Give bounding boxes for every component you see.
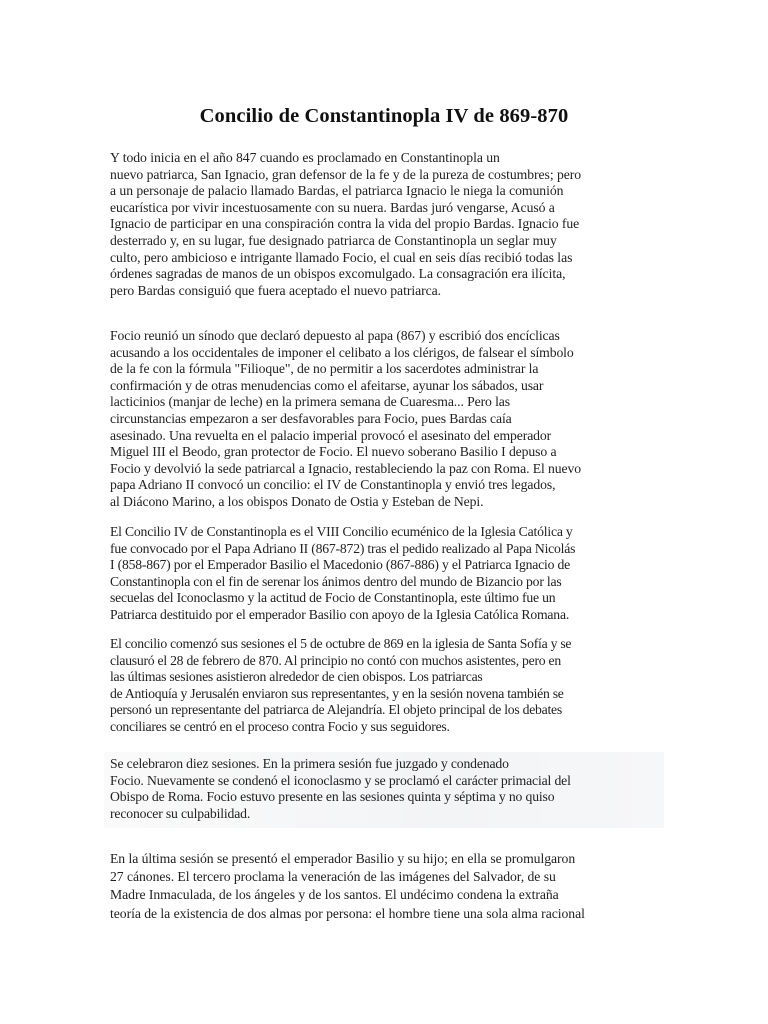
paragraph-line: El concilio comenzó sus sesiones el 5 de octubre de 869 en la iglesia de Santa Sofía y se bbox=[110, 636, 572, 651]
paragraph-line: lacticinios (manjar de leche) en la primera semana de Cuaresma... Pero las bbox=[110, 394, 511, 410]
paragraph-line: pero Bardas consiguió que fuera aceptado el nuevo patriarca. bbox=[110, 282, 442, 298]
paragraph-line: Se celebraron diez sesiones. En la primera sesión fue juzgado y condenado bbox=[110, 756, 509, 771]
paragraph-line: de Antioquía y Jerusalén enviaron sus representantes, y en la sesión novena también se bbox=[110, 685, 564, 701]
paragraph-1 bbox=[110, 150, 581, 299]
document-title: Concilio de Constantinopla IV de 869-870 bbox=[199, 104, 569, 127]
paragraph-line: Obispo de Roma. Focio estuvo presente en las sesiones quinta y séptima y no quiso bbox=[110, 789, 555, 805]
paragraph-line: Focio y devolvió la sede patriarcal a Ignacio, restableciendo la paz con Roma. El nuevo bbox=[110, 460, 581, 476]
paragraph-line: conciliares se centró en el proceso contra Focio y sus seguidores. bbox=[110, 718, 450, 734]
paragraph-5 bbox=[110, 756, 571, 822]
paragraph-line: Focio reunió un sínodo que declaró depuesto al papa (867) y escribió dos encíclicas bbox=[110, 328, 560, 343]
paragraph-line: asesinado. Una revuelta en el palacio imperial provocó el asesinato del emperador bbox=[110, 427, 552, 443]
paragraph-line: Patriarca destituido por el emperador Basilio con apoyo de la Iglesia Católica Romana. bbox=[110, 606, 570, 622]
paragraph-line: Y todo inicia en el año 847 cuando es proclamado en Constantinopla un bbox=[110, 150, 500, 165]
paragraph-line: nuevo patriarca, San Ignacio, gran defensor de la fe y de la pureza de costumbres; pero bbox=[110, 166, 582, 182]
paragraph-line: desterrado y, en su lugar, fue designado patriarca de Constantinopla un seglar muy bbox=[110, 232, 557, 248]
paragraph-line: teoría de la existencia de dos almas por persona: el hombre tiene una sola alma racional bbox=[110, 905, 585, 921]
paragraph-line: eucarística por vivir incestuosamente con su nuera. Bardas juró vengarse, Acusó a bbox=[110, 199, 555, 215]
paragraph-line: las últimas sesiones asistieron alrededor de cien obispos. Los patriarcas bbox=[110, 669, 483, 685]
paragraph-line: I (858-867) por el Emperador Basilio el Macedonio (867-886) y el Patriarca Ignacio de bbox=[110, 557, 570, 573]
paragraph-2 bbox=[110, 328, 581, 511]
paragraph-line: Miguel III el Beodo, gran protector de Focio. El nuevo soberano Basilio I depuso a bbox=[110, 444, 557, 460]
paragraph-line: acusando a los occidentales de imponer el celibato a los clérigos, de falsear el símbolo bbox=[110, 344, 574, 360]
paragraph-line: a un personaje de palacio llamado Bardas, el patriarca Ignacio le niega la comunión bbox=[110, 183, 564, 199]
paragraph-line: circunstancias empezaron a ser desfavorables para Focio, pues Bardas caía bbox=[110, 410, 512, 426]
paragraph-line: Constantinopla con el fin de serenar los ánimos dentro del mundo de Bizancio por las bbox=[110, 573, 562, 589]
paragraph-line: Ignacio de participar en una conspiración contra la vida del propio Bardas. Ignacio fue bbox=[110, 216, 580, 232]
paragraph-line: Focio. Nuevamente se condenó el iconoclasmo y se proclamó el carácter primacial del bbox=[110, 772, 571, 788]
paragraph-line: Madre Inmaculada, de los ángeles y de los santos. El undécimo condena la extraña bbox=[110, 887, 559, 903]
paragraph-line: fue convocado por el Papa Adriano II (867-872) tras el pedido realizado al Papa Nicolás bbox=[110, 540, 576, 556]
paragraph-line: clausuró el 28 de febrero de 870. Al principio no contó con muchos asistentes, pero en bbox=[110, 652, 561, 668]
paragraph-line: órdenes sagradas de manos de un obispos excomulgado. La consagración era ilícita, bbox=[110, 266, 566, 282]
paragraph-line: al Diácono Marino, a los obispos Donato de Ostia y Esteban de Nepi. bbox=[110, 493, 484, 509]
paragraph-line: El Concilio IV de Constantinopla es el VIII Concilio ecuménico de la Iglesia Católica y bbox=[110, 524, 573, 539]
paragraph-line: reconocer su culpabilidad. bbox=[110, 805, 251, 821]
paragraph-4 bbox=[110, 636, 571, 736]
paragraph-line: En la última sesión se presentó el emperador Basilio y su hijo; en ella se promulgaron bbox=[110, 851, 576, 866]
paragraph-line: de la fe con la fórmula "Filioque", de no permitir a los sacerdotes administrar la bbox=[110, 361, 539, 377]
paragraph-line: confirmación y de otras menudencias como el afeitarse, ayunar los sábados, usar bbox=[110, 377, 544, 393]
paragraph-line: 27 cánones. El tercero proclama la veneración de las imágenes del Salvador, de su bbox=[110, 869, 556, 885]
paragraph-line: personó un representante del patriarca de Alejandría. El objeto principal de los debates bbox=[110, 702, 562, 718]
paragraph-line: secuelas del Iconoclasmo y la actitud de Focio de Constantinopla, este último fue un bbox=[110, 590, 556, 606]
paragraph-line: culto, pero ambicioso e intrigante llamado Focio, el cual en seis días recibió todas las bbox=[110, 249, 573, 265]
paragraph-3 bbox=[110, 524, 575, 624]
paragraph-6 bbox=[110, 850, 585, 923]
paragraph-line: papa Adriano II convocó un concilio: el IV de Constantinopla y envió tres legados, bbox=[110, 477, 556, 493]
